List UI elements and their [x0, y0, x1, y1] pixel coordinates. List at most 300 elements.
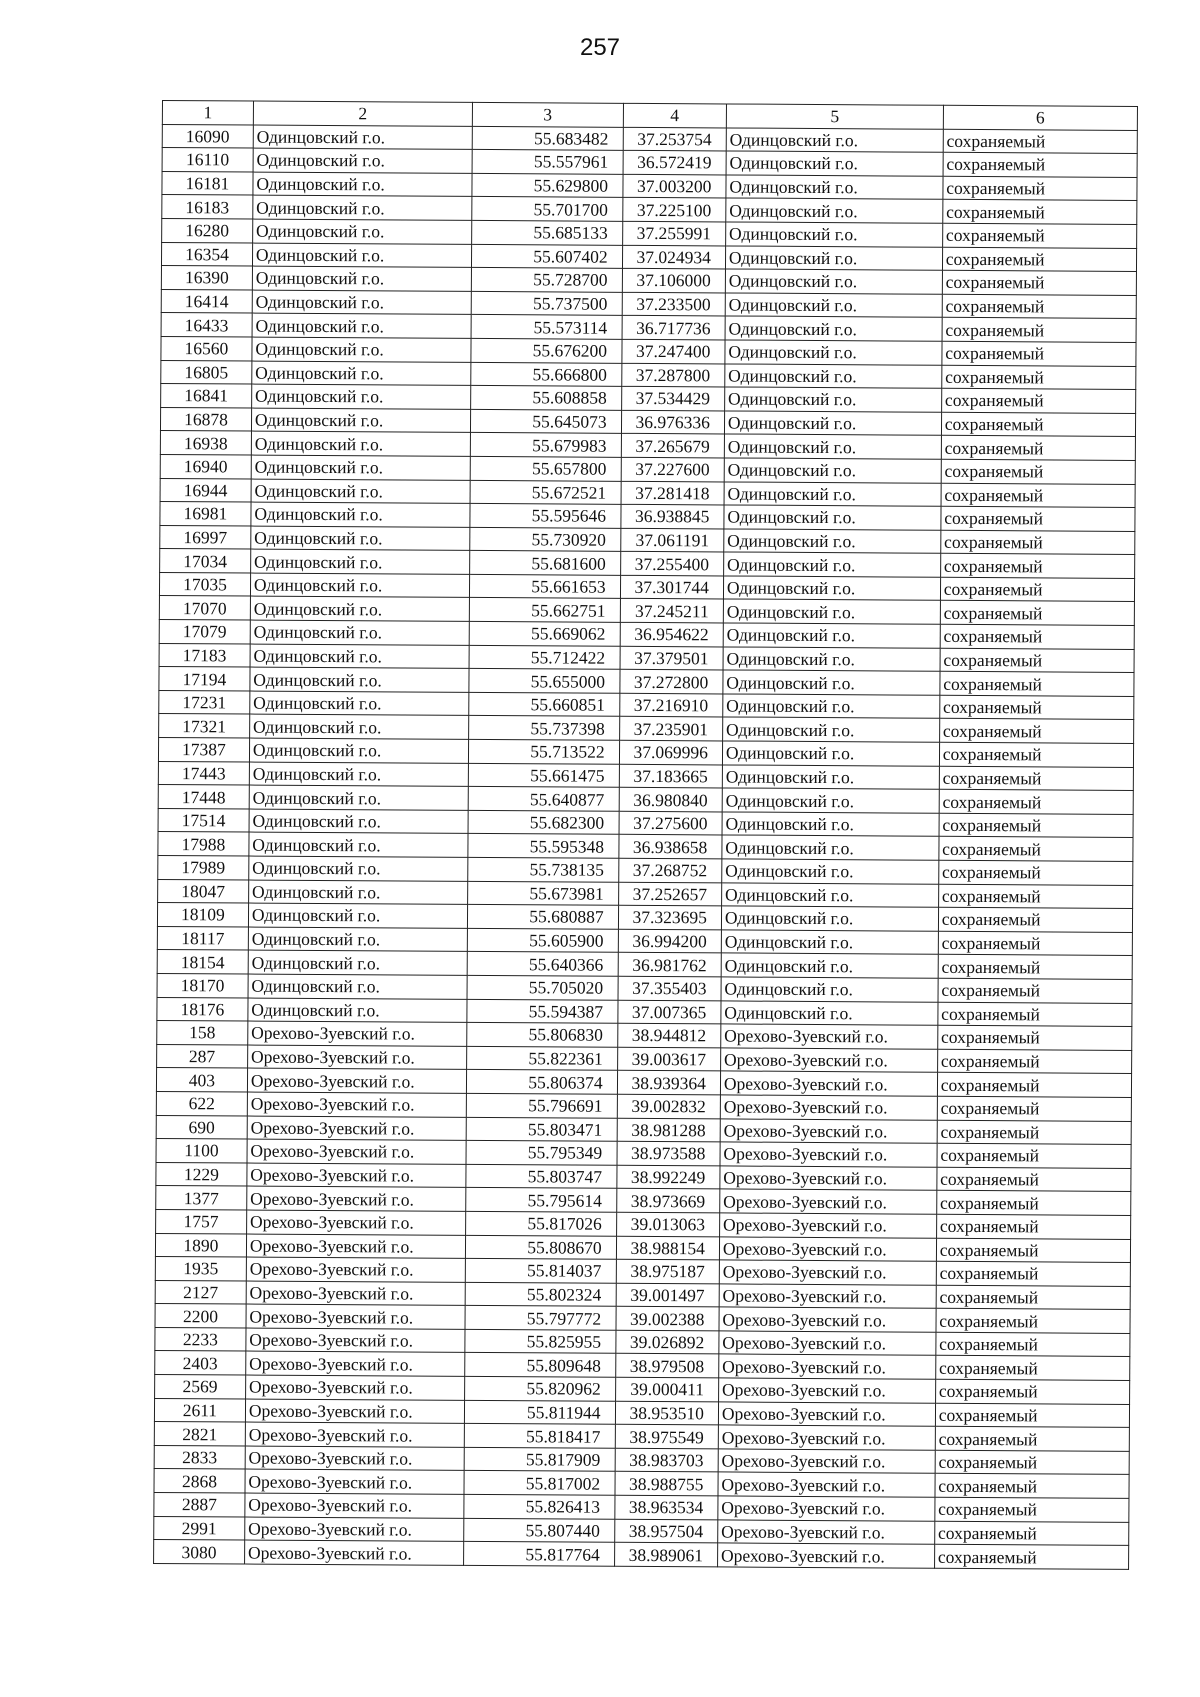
- status-cell: сохраняемый: [936, 1309, 1130, 1334]
- district-cell: Орехово-Зуевский г.о.: [247, 1116, 466, 1141]
- district-cell: Орехово-Зуевский г.о.: [247, 1045, 466, 1070]
- latitude-cell: 55.737398: [468, 716, 619, 741]
- municipality-cell: Орехово-Зуевский г.о.: [720, 1142, 937, 1167]
- latitude-cell: 55.738135: [468, 857, 619, 882]
- district-cell: Орехово-Зуевский г.о.: [246, 1328, 465, 1353]
- status-cell: сохраняемый: [940, 554, 1134, 579]
- longitude-cell: 36.954622: [620, 622, 723, 646]
- status-cell: сохраняемый: [937, 1025, 1131, 1050]
- district-cell: Одинцовский г.о.: [252, 337, 471, 362]
- header-cell: 2: [253, 101, 472, 126]
- latitude-cell: 55.826413: [464, 1494, 615, 1519]
- row-id-cell: 16110: [162, 148, 253, 172]
- municipality-cell: Орехово-Зуевский г.о.: [717, 1543, 934, 1568]
- latitude-cell: 55.672521: [470, 480, 621, 505]
- status-cell: сохраняемый: [939, 789, 1133, 814]
- district-cell: Одинцовский г.о.: [252, 361, 471, 386]
- header-cell: 3: [472, 102, 623, 127]
- row-id-cell: 18117: [157, 926, 248, 950]
- status-cell: сохраняемый: [935, 1403, 1129, 1428]
- longitude-cell: 37.007365: [617, 1000, 720, 1024]
- latitude-cell: 55.645073: [470, 409, 621, 434]
- row-id-cell: 2887: [154, 1493, 245, 1517]
- row-id-cell: 1757: [156, 1209, 247, 1233]
- latitude-cell: 55.682300: [468, 810, 619, 835]
- longitude-cell: 37.216910: [619, 693, 722, 717]
- longitude-cell: 38.973588: [617, 1141, 720, 1165]
- status-cell: сохраняемый: [943, 200, 1137, 225]
- longitude-cell: 37.275600: [619, 811, 722, 835]
- status-cell: сохраняемый: [939, 766, 1133, 791]
- row-id-cell: 18176: [157, 997, 248, 1021]
- row-id-cell: 16280: [162, 218, 253, 242]
- latitude-cell: 55.807440: [464, 1518, 615, 1543]
- district-cell: Орехово-Зуевский г.о.: [245, 1375, 464, 1400]
- latitude-cell: 55.701700: [472, 197, 623, 222]
- registry-table: [153, 100, 1138, 1570]
- status-cell: сохраняемый: [935, 1497, 1129, 1522]
- latitude-cell: 55.795614: [466, 1188, 617, 1213]
- longitude-cell: 36.994200: [618, 929, 721, 953]
- row-id-cell: 17443: [158, 761, 249, 785]
- district-cell: Орехово-Зуевский г.о.: [245, 1399, 464, 1424]
- longitude-cell: 37.265679: [621, 434, 724, 458]
- latitude-cell: 55.730920: [470, 527, 621, 552]
- status-cell: сохраняемый: [935, 1474, 1129, 1499]
- district-cell: Одинцовский г.о.: [251, 502, 470, 527]
- longitude-cell: 37.534429: [621, 386, 724, 410]
- latitude-cell: 55.669062: [469, 621, 620, 646]
- row-id-cell: 17194: [159, 667, 250, 691]
- municipality-cell: Одинцовский г.о.: [725, 246, 942, 271]
- district-cell: Орехово-Зуевский г.о.: [245, 1422, 464, 1447]
- municipality-cell: Одинцовский г.о.: [726, 128, 943, 153]
- status-cell: сохраняемый: [941, 483, 1135, 508]
- latitude-cell: 55.705020: [467, 975, 618, 1000]
- status-cell: сохраняемый: [935, 1426, 1129, 1451]
- row-id-cell: 16414: [161, 289, 252, 313]
- longitude-cell: 36.572419: [623, 151, 726, 175]
- district-cell: Одинцовский г.о.: [250, 667, 469, 692]
- longitude-cell: 38.939364: [617, 1071, 720, 1095]
- longitude-cell: 38.983703: [615, 1448, 718, 1472]
- district-cell: Орехово-Зуевский г.о.: [246, 1304, 465, 1329]
- latitude-cell: 55.796691: [466, 1093, 617, 1118]
- municipality-cell: Одинцовский г.о.: [722, 788, 939, 813]
- municipality-cell: Одинцовский г.о.: [721, 977, 938, 1002]
- district-cell: Одинцовский г.о.: [250, 644, 469, 669]
- municipality-cell: Одинцовский г.о.: [726, 198, 943, 223]
- district-cell: Орехово-Зуевский г.о.: [245, 1469, 464, 1494]
- district-cell: Одинцовский г.о.: [253, 148, 472, 173]
- status-cell: сохраняемый: [940, 695, 1134, 720]
- latitude-cell: 55.806374: [466, 1070, 617, 1095]
- status-cell: сохраняемый: [938, 907, 1132, 932]
- row-id-cell: 17034: [160, 549, 251, 573]
- page-number: 257: [579, 34, 621, 61]
- longitude-cell: 37.272800: [619, 670, 722, 694]
- municipality-cell: Орехово-Зуевский г.о.: [720, 1118, 937, 1143]
- municipality-cell: Одинцовский г.о.: [722, 717, 939, 742]
- row-id-cell: 18047: [158, 879, 249, 903]
- district-cell: Одинцовский г.о.: [251, 455, 470, 480]
- row-id-cell: 2611: [154, 1398, 245, 1422]
- municipality-cell: Орехово-Зуевский г.о.: [718, 1520, 935, 1545]
- row-id-cell: 16938: [160, 431, 251, 455]
- longitude-cell: 38.981288: [617, 1118, 720, 1142]
- latitude-cell: 55.662751: [469, 598, 620, 623]
- status-cell: сохраняемый: [941, 388, 1135, 413]
- municipality-cell: Одинцовский г.о.: [725, 387, 942, 412]
- latitude-cell: 55.712422: [469, 645, 620, 670]
- status-cell: сохраняемый: [937, 1120, 1131, 1145]
- district-cell: Орехово-Зуевский г.о.: [246, 1352, 465, 1377]
- longitude-cell: 38.973669: [616, 1189, 719, 1213]
- row-id-cell: 16940: [160, 454, 251, 478]
- status-cell: сохраняемый: [937, 1049, 1131, 1074]
- row-id-cell: 2821: [154, 1422, 245, 1446]
- municipality-cell: Орехово-Зуевский г.о.: [718, 1472, 935, 1497]
- municipality-cell: Одинцовский г.о.: [725, 269, 942, 294]
- latitude-cell: 55.825955: [465, 1329, 616, 1354]
- municipality-cell: Одинцовский г.о.: [723, 599, 940, 624]
- longitude-cell: 37.003200: [623, 174, 726, 198]
- district-cell: Орехово-Зуевский г.о.: [247, 1139, 466, 1164]
- latitude-cell: 55.795349: [466, 1141, 617, 1166]
- latitude-cell: 55.820962: [464, 1376, 615, 1401]
- status-cell: сохраняемый: [939, 742, 1133, 767]
- municipality-cell: Одинцовский г.о.: [721, 930, 938, 955]
- status-cell: сохраняемый: [940, 648, 1134, 673]
- municipality-cell: Орехово-Зуевский г.о.: [718, 1425, 935, 1450]
- district-cell: Одинцовский г.о.: [253, 219, 472, 244]
- latitude-cell: 55.595348: [468, 834, 619, 859]
- district-cell: Орехово-Зуевский г.о.: [245, 1517, 464, 1542]
- municipality-cell: Орехово-Зуевский г.о.: [719, 1354, 936, 1379]
- row-id-cell: 17035: [159, 572, 250, 596]
- municipality-cell: Одинцовский г.о.: [724, 411, 941, 436]
- status-cell: сохраняемый: [943, 129, 1137, 154]
- longitude-cell: 37.323695: [618, 905, 721, 929]
- row-id-cell: 2833: [154, 1445, 245, 1469]
- row-id-cell: 17070: [159, 596, 250, 620]
- latitude-cell: 55.814037: [465, 1258, 616, 1283]
- municipality-cell: Одинцовский г.о.: [723, 670, 940, 695]
- longitude-cell: 38.963534: [614, 1495, 717, 1519]
- status-cell: сохраняемый: [941, 412, 1135, 437]
- latitude-cell: 55.803471: [466, 1117, 617, 1142]
- district-cell: Одинцовский г.о.: [248, 998, 467, 1023]
- municipality-cell: Одинцовский г.о.: [724, 529, 941, 554]
- district-cell: Орехово-Зуевский г.о.: [247, 1092, 466, 1117]
- municipality-cell: Орехово-Зуевский г.о.: [721, 1024, 938, 1049]
- status-cell: сохраняемый: [943, 176, 1137, 201]
- status-cell: сохраняемый: [941, 506, 1135, 531]
- longitude-cell: 38.957504: [614, 1519, 717, 1543]
- municipality-cell: Одинцовский г.о.: [723, 694, 940, 719]
- status-cell: сохраняемый: [938, 978, 1132, 1003]
- latitude-cell: 55.676200: [471, 338, 622, 363]
- district-cell: Одинцовский г.о.: [249, 832, 468, 857]
- row-id-cell: 17231: [159, 690, 250, 714]
- district-cell: Орехово-Зуевский г.о.: [246, 1257, 465, 1282]
- municipality-cell: Одинцовский г.о.: [722, 741, 939, 766]
- district-cell: Одинцовский г.о.: [248, 903, 467, 928]
- row-id-cell: 17079: [159, 620, 250, 644]
- municipality-cell: Орехово-Зуевский г.о.: [720, 1166, 937, 1191]
- longitude-cell: 38.953510: [615, 1401, 718, 1425]
- status-cell: сохраняемый: [939, 719, 1133, 744]
- status-cell: сохраняемый: [942, 223, 1136, 248]
- row-id-cell: 18170: [157, 973, 248, 997]
- municipality-cell: Одинцовский г.о.: [726, 151, 943, 176]
- municipality-cell: Орехово-Зуевский г.о.: [719, 1307, 936, 1332]
- status-cell: сохраняемый: [935, 1379, 1129, 1404]
- municipality-cell: Орехово-Зуевский г.о.: [719, 1284, 936, 1309]
- header-cell: 5: [726, 104, 943, 129]
- longitude-cell: 39.001497: [616, 1283, 719, 1307]
- row-id-cell: 17321: [159, 714, 250, 738]
- district-cell: Орехово-Зуевский г.о.: [245, 1446, 464, 1471]
- status-cell: сохраняемый: [936, 1332, 1130, 1357]
- status-cell: сохраняемый: [934, 1521, 1128, 1546]
- row-id-cell: 16354: [161, 242, 252, 266]
- municipality-cell: Одинцовский г.о.: [724, 434, 941, 459]
- latitude-cell: 55.683482: [472, 126, 623, 151]
- row-id-cell: 16560: [161, 336, 252, 360]
- municipality-cell: Одинцовский г.о.: [722, 765, 939, 790]
- district-cell: Одинцовский г.о.: [250, 597, 469, 622]
- longitude-cell: 39.002832: [617, 1094, 720, 1118]
- municipality-cell: Одинцовский г.о.: [725, 293, 942, 318]
- longitude-cell: 37.252657: [618, 882, 721, 906]
- district-cell: Одинцовский г.о.: [250, 549, 469, 574]
- status-cell: сохраняемый: [939, 860, 1133, 885]
- row-id-cell: 16805: [161, 360, 252, 384]
- longitude-cell: 36.717736: [622, 316, 725, 340]
- latitude-cell: 55.728700: [471, 268, 622, 293]
- row-id-cell: 17514: [158, 808, 249, 832]
- longitude-cell: 38.992249: [616, 1165, 719, 1189]
- latitude-cell: 55.737500: [471, 291, 622, 316]
- row-id-cell: 16390: [161, 266, 252, 290]
- longitude-cell: 37.233500: [622, 292, 725, 316]
- row-id-cell: 17448: [158, 785, 249, 809]
- status-cell: сохраняемый: [941, 436, 1135, 461]
- latitude-cell: 55.557961: [472, 150, 623, 175]
- longitude-cell: 36.938845: [621, 504, 724, 528]
- row-id-cell: 17989: [158, 855, 249, 879]
- status-cell: сохраняемый: [937, 1143, 1131, 1168]
- district-cell: Одинцовский г.о.: [250, 620, 469, 645]
- latitude-cell: 55.640366: [467, 952, 618, 977]
- row-id-cell: 690: [156, 1115, 247, 1139]
- row-id-cell: 17387: [158, 738, 249, 762]
- district-cell: Одинцовский г.о.: [252, 290, 471, 315]
- district-cell: Одинцовский г.о.: [249, 856, 468, 881]
- latitude-cell: 55.666800: [471, 362, 622, 387]
- latitude-cell: 55.679983: [470, 433, 621, 458]
- longitude-cell: 37.227600: [621, 457, 724, 481]
- longitude-cell: 37.024934: [622, 245, 725, 269]
- row-id-cell: 2403: [155, 1351, 246, 1375]
- district-cell: Одинцовский г.о.: [249, 738, 468, 763]
- row-id-cell: 1935: [155, 1257, 246, 1281]
- longitude-cell: 38.988755: [615, 1472, 718, 1496]
- row-id-cell: 16433: [161, 313, 252, 337]
- status-cell: сохраняемый: [942, 247, 1136, 272]
- latitude-cell: 55.605900: [467, 928, 618, 953]
- status-cell: сохраняемый: [938, 955, 1132, 980]
- row-id-cell: 2127: [155, 1280, 246, 1304]
- municipality-cell: Одинцовский г.о.: [722, 812, 939, 837]
- district-cell: Одинцовский г.о.: [249, 762, 468, 787]
- district-cell: Одинцовский г.о.: [251, 384, 470, 409]
- longitude-cell: 36.976336: [621, 410, 724, 434]
- municipality-cell: Одинцовский г.о.: [725, 340, 942, 365]
- municipality-cell: Одинцовский г.о.: [726, 222, 943, 247]
- municipality-cell: Орехово-Зуевский г.о.: [718, 1402, 935, 1427]
- table-row: [154, 1540, 1129, 1570]
- longitude-cell: 38.989061: [614, 1543, 717, 1567]
- status-cell: сохраняемый: [935, 1356, 1129, 1381]
- latitude-cell: 55.629800: [472, 173, 623, 198]
- status-cell: сохраняемый: [940, 672, 1134, 697]
- row-id-cell: 18154: [157, 950, 248, 974]
- row-id-cell: 158: [157, 1021, 248, 1045]
- district-cell: Одинцовский г.о.: [253, 172, 472, 197]
- status-cell: сохраняемый: [941, 459, 1135, 484]
- district-cell: Орехово-Зуевский г.о.: [246, 1234, 465, 1259]
- latitude-cell: 55.808670: [465, 1235, 616, 1260]
- longitude-cell: 38.944812: [617, 1023, 720, 1047]
- longitude-cell: 36.980840: [619, 788, 722, 812]
- district-cell: Одинцовский г.о.: [252, 243, 471, 268]
- municipality-cell: Орехово-Зуевский г.о.: [720, 1189, 937, 1214]
- latitude-cell: 55.817909: [464, 1447, 615, 1472]
- municipality-cell: Одинцовский г.о.: [724, 481, 941, 506]
- latitude-cell: 55.673981: [467, 881, 618, 906]
- longitude-cell: 37.247400: [622, 339, 725, 363]
- row-id-cell: 16997: [160, 525, 251, 549]
- municipality-cell: Орехово-Зуевский г.о.: [718, 1449, 935, 1474]
- district-cell: Одинцовский г.о.: [248, 880, 467, 905]
- row-id-cell: 1890: [155, 1233, 246, 1257]
- longitude-cell: 39.026892: [615, 1330, 718, 1354]
- status-cell: сохраняемый: [942, 270, 1136, 295]
- longitude-cell: 37.255400: [620, 552, 723, 576]
- municipality-cell: Одинцовский г.о.: [725, 316, 942, 341]
- district-cell: Орехово-Зуевский г.о.: [247, 1186, 466, 1211]
- status-cell: сохраняемый: [936, 1285, 1130, 1310]
- longitude-cell: 38.975187: [616, 1259, 719, 1283]
- municipality-cell: Одинцовский г.о.: [726, 175, 943, 200]
- status-cell: сохраняемый: [935, 1450, 1129, 1475]
- district-cell: Одинцовский г.о.: [253, 125, 472, 150]
- row-id-cell: 16181: [162, 171, 253, 195]
- status-cell: сохраняемый: [937, 1073, 1131, 1098]
- district-cell: Орехово-Зуевский г.о.: [248, 1021, 467, 1046]
- latitude-cell: 55.608858: [470, 386, 621, 411]
- longitude-cell: 37.235901: [619, 717, 722, 741]
- district-cell: Орехово-Зуевский г.о.: [245, 1493, 464, 1518]
- municipality-cell: Одинцовский г.о.: [721, 1000, 938, 1025]
- status-cell: сохраняемый: [936, 1214, 1130, 1239]
- municipality-cell: Одинцовский г.о.: [723, 576, 940, 601]
- longitude-cell: 36.981762: [618, 953, 721, 977]
- municipality-cell: Орехово-Зуевский г.о.: [720, 1048, 937, 1073]
- latitude-cell: 55.811944: [464, 1400, 615, 1425]
- district-cell: Одинцовский г.о.: [248, 974, 467, 999]
- municipality-cell: Орехово-Зуевский г.о.: [718, 1496, 935, 1521]
- longitude-cell: 37.069996: [619, 740, 722, 764]
- status-cell: сохраняемый: [937, 1167, 1131, 1192]
- status-cell: сохраняемый: [942, 341, 1136, 366]
- longitude-cell: 39.002388: [616, 1307, 719, 1331]
- district-cell: Орехово-Зуевский г.о.: [247, 1163, 466, 1188]
- municipality-cell: Орехово-Зуевский г.о.: [719, 1260, 936, 1285]
- latitude-cell: 55.806830: [467, 1023, 618, 1048]
- row-id-cell: 2569: [155, 1375, 246, 1399]
- status-cell: сохраняемый: [940, 577, 1134, 602]
- longitude-cell: 37.355403: [618, 976, 721, 1000]
- latitude-cell: 55.661653: [469, 574, 620, 599]
- status-cell: сохраняемый: [938, 1002, 1132, 1027]
- row-id-cell: 16944: [160, 478, 251, 502]
- longitude-cell: 36.938658: [618, 835, 721, 859]
- latitude-cell: 55.797772: [465, 1306, 616, 1331]
- status-cell: сохраняемый: [942, 318, 1136, 343]
- district-cell: Одинцовский г.о.: [250, 691, 469, 716]
- status-cell: сохраняемый: [943, 152, 1137, 177]
- status-cell: сохраняемый: [938, 884, 1132, 909]
- latitude-cell: 55.809648: [465, 1353, 616, 1378]
- latitude-cell: 55.681600: [469, 551, 620, 576]
- row-id-cell: 1100: [156, 1139, 247, 1163]
- municipality-cell: Одинцовский г.о.: [724, 505, 941, 530]
- municipality-cell: Одинцовский г.о.: [723, 552, 940, 577]
- row-id-cell: 3080: [154, 1540, 245, 1564]
- latitude-cell: 55.680887: [467, 905, 618, 930]
- municipality-cell: Орехово-Зуевский г.о.: [720, 1095, 937, 1120]
- municipality-cell: Одинцовский г.о.: [721, 883, 938, 908]
- row-id-cell: 2233: [155, 1327, 246, 1351]
- longitude-cell: 38.975549: [615, 1425, 718, 1449]
- status-cell: сохраняемый: [942, 365, 1136, 390]
- district-cell: Одинцовский г.о.: [249, 714, 468, 739]
- longitude-cell: 37.287800: [621, 363, 724, 387]
- latitude-cell: 55.660851: [469, 692, 620, 717]
- latitude-cell: 55.817764: [463, 1542, 614, 1567]
- district-cell: Одинцовский г.о.: [252, 313, 471, 338]
- longitude-cell: 37.225100: [622, 198, 725, 222]
- latitude-cell: 55.817026: [465, 1211, 616, 1236]
- row-id-cell: 17988: [158, 832, 249, 856]
- latitude-cell: 55.685133: [471, 220, 622, 245]
- district-cell: Одинцовский г.о.: [251, 431, 470, 456]
- status-cell: сохраняемый: [936, 1238, 1130, 1263]
- header-cell: 6: [943, 105, 1137, 130]
- row-id-cell: 16878: [160, 407, 251, 431]
- status-cell: сохраняемый: [936, 1261, 1130, 1286]
- latitude-cell: 55.657800: [470, 456, 621, 481]
- municipality-cell: Орехово-Зуевский г.о.: [719, 1213, 936, 1238]
- municipality-cell: Одинцовский г.о.: [722, 835, 939, 860]
- row-id-cell: 2868: [154, 1469, 245, 1493]
- municipality-cell: Одинцовский г.о.: [722, 859, 939, 884]
- row-id-cell: 16183: [162, 195, 253, 219]
- municipality-cell: Одинцовский г.о.: [721, 953, 938, 978]
